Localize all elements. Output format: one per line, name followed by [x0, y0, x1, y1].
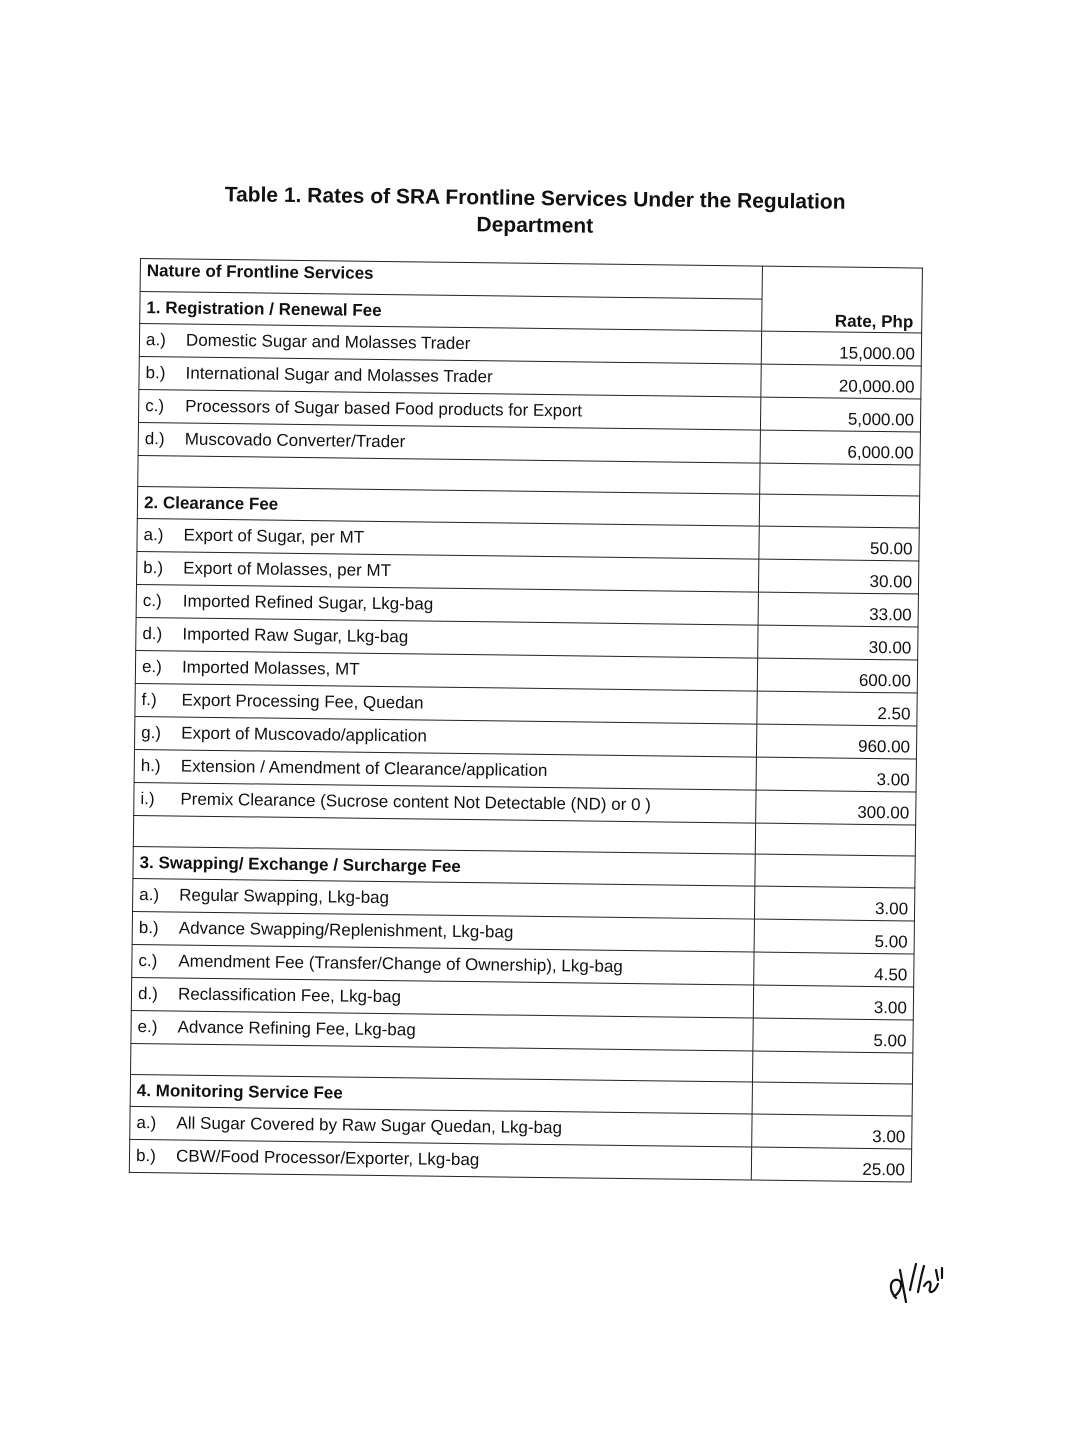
item-label: a.)	[143, 525, 164, 545]
item-label: f.)	[141, 690, 157, 710]
service-name: Muscovado Converter/Trader	[184, 429, 406, 452]
service-name: Premix Clearance (Sucrose content Not Detectable (ND) or 0 )	[180, 789, 651, 815]
rate-value: 5.00	[753, 1018, 913, 1053]
item-label: d.)	[144, 429, 165, 449]
rate-value: 50.00	[759, 526, 919, 561]
title-line-1: Table 1. Rates of SRA Frontline Services Under the Regulation	[224, 183, 846, 214]
rate-value: 5,000.00	[760, 397, 920, 432]
rate-value: 33.00	[758, 592, 918, 627]
rates-table	[129, 258, 923, 1182]
rate-value: 5.00	[754, 919, 914, 954]
service-name: Extension / Amendment of Clearance/application	[180, 756, 548, 781]
section-title: 2. Clearance Fee	[137, 486, 759, 526]
item-label: a.)	[139, 885, 160, 905]
rate-value: 20,000.00	[761, 364, 921, 399]
item-label: c.)	[142, 591, 162, 611]
section-rate-cell	[759, 494, 919, 528]
item-label: a.)	[145, 330, 166, 350]
page-title	[150, 180, 921, 243]
rate-value: 15,000.00	[761, 331, 921, 366]
service-name: Processors of Sugar based Food products for Export	[185, 396, 583, 421]
service-name: International Sugar and Molasses Trader	[185, 363, 493, 387]
title-line-2: Department	[476, 213, 594, 238]
service-cell	[129, 1139, 751, 1180]
rate-value: 3.00	[754, 886, 914, 921]
item-label: e.)	[141, 657, 162, 677]
item-label: c.)	[138, 951, 158, 971]
item-label: i.)	[140, 789, 155, 809]
rate-value: 3.00	[756, 757, 916, 792]
item-label: d.)	[142, 624, 163, 644]
rate-value: 300.00	[756, 790, 916, 825]
item-label: e.)	[137, 1017, 158, 1037]
section-title: 4. Monitoring Service Fee	[130, 1074, 752, 1114]
rate-value: 30.00	[758, 559, 918, 594]
rate-value: 4.50	[754, 952, 914, 987]
service-name: Reclassification Fee, Lkg-bag	[177, 984, 402, 1007]
blank-cell	[752, 1051, 912, 1084]
service-name: Domestic Sugar and Molasses Trader	[185, 330, 471, 354]
item-label: d.)	[137, 984, 158, 1004]
service-name: Regular Swapping, Lkg-bag	[179, 885, 390, 908]
service-name: Imported Molasses, MT	[181, 657, 360, 679]
service-name: Export of Molasses, per MT	[183, 558, 392, 581]
section-title: 1. Registration / Renewal Fee	[140, 292, 762, 332]
rate-value: 30.00	[758, 625, 918, 660]
item-label: g.)	[141, 723, 162, 743]
service-name: Export Processing Fee, Quedan	[181, 690, 424, 713]
item-label: b.)	[138, 918, 159, 938]
rate-value: 6,000.00	[760, 430, 920, 465]
rate-value: 2.50	[757, 691, 917, 726]
handwritten-signature	[878, 1250, 958, 1310]
service-name: Amendment Fee (Transfer/Change of Ownership), Lkg-bag	[178, 951, 623, 976]
item-label: b.)	[143, 558, 164, 578]
header-rate: Rate, Php	[762, 266, 923, 333]
header-nature: Nature of Frontline Services	[140, 259, 762, 300]
section-rate-cell	[755, 854, 915, 888]
service-name: Export of Sugar, per MT	[183, 525, 365, 547]
section-rate-cell	[752, 1082, 912, 1116]
rate-value: 25.00	[751, 1147, 911, 1182]
blank-cell	[760, 463, 920, 496]
service-name: Imported Raw Sugar, Lkg-bag	[182, 624, 409, 647]
section-title: 3. Swapping/ Exchange / Surcharge Fee	[133, 846, 755, 886]
blank-cell	[755, 823, 915, 856]
service-name: CBW/Food Processor/Exporter, Lkg-bag	[175, 1146, 480, 1170]
item-label: c.)	[145, 396, 165, 416]
rate-value: 3.00	[753, 985, 913, 1020]
item-label: b.)	[145, 363, 166, 383]
item-label: h.)	[140, 756, 161, 776]
service-name: Advance Swapping/Replenishment, Lkg-bag	[178, 918, 514, 942]
item-label: b.)	[135, 1146, 156, 1166]
rate-value: 960.00	[756, 724, 916, 759]
item-label: a.)	[136, 1113, 157, 1133]
service-name: Export of Muscovado/application	[181, 723, 428, 746]
service-name: Imported Refined Sugar, Lkg-bag	[182, 591, 434, 614]
service-name: All Sugar Covered by Raw Sugar Quedan, Lkg-bag	[176, 1113, 563, 1138]
rate-value: 3.00	[752, 1114, 912, 1149]
rate-value: 600.00	[757, 658, 917, 693]
service-name: Advance Refining Fee, Lkg-bag	[177, 1017, 416, 1040]
